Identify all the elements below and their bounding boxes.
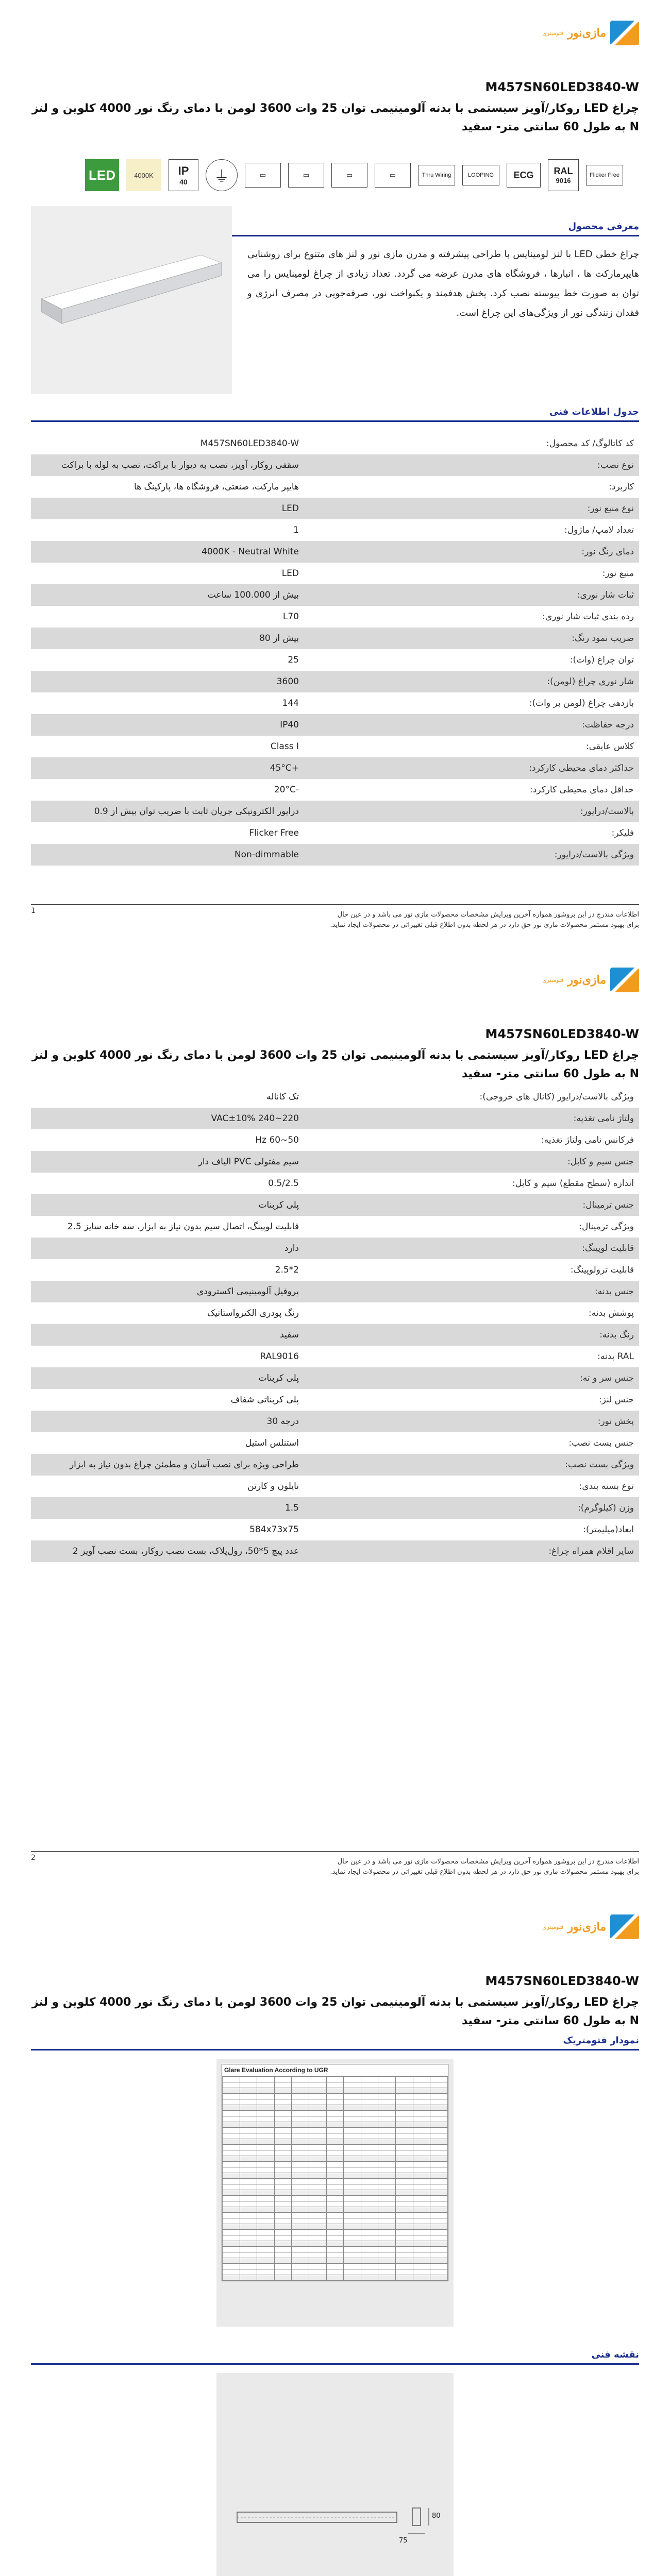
- spec-row: [31, 584, 639, 606]
- cct-icon: 4000K: [126, 159, 161, 191]
- spec-value: 25: [288, 655, 299, 665]
- product-title: چراغ LED روکار/آویز سیستمی با بدنه آلومینیمی توان 25 وات 3600 لومن با دمای رنگ نور 4000 کلوین و لنز N به طول 60 سانتی متر- سفید: [31, 1049, 639, 1080]
- spec-row: [31, 1389, 639, 1411]
- spec-label: ویژگی ترمینال:: [579, 1222, 634, 1232]
- product-image: [31, 206, 232, 394]
- spec-label: جنس سر و ته:: [580, 1373, 634, 1383]
- spec-label: جنس سیم و کابل:: [567, 1157, 634, 1167]
- spec-label: بازدهی چراغ (لومن بر وات):: [529, 698, 634, 708]
- spec-value: 50~60 Hz: [255, 1135, 299, 1145]
- spec-label: RAL بدنه:: [597, 1351, 634, 1362]
- spec-value: Flicker Free: [249, 828, 299, 838]
- spec-row: [31, 1129, 639, 1151]
- spec-value: سقفی روکار، آویز، نصب به دیوار با براکت، نصب به لوله با براکت: [61, 460, 299, 470]
- spec-value: IP40: [280, 720, 299, 730]
- spec-label: ویژگی بالاست/درایور:: [554, 850, 634, 860]
- spec-row: [31, 1367, 639, 1389]
- ugr-figure: [216, 2059, 454, 2327]
- spec-value: 3600: [276, 676, 299, 687]
- class-icon: ▭: [245, 163, 281, 188]
- spec-row: [31, 671, 639, 692]
- spec-row: [31, 563, 639, 584]
- spec-value: قابلیت لوپینگ، اتصال سیم بدون نیاز به ابزار، سه خانه سایز 2.5: [67, 1222, 299, 1232]
- ral-icon: RAL 9016: [548, 159, 579, 191]
- spec-row: [31, 822, 639, 844]
- spec-value: 1.5: [284, 1503, 299, 1513]
- spec-value: Class I: [270, 741, 299, 752]
- spec-value: درجه 30: [266, 1416, 299, 1427]
- spec-label: جنس بدنه:: [595, 1286, 634, 1297]
- section-specs-heading: جدول اطلاعات فنی: [31, 404, 639, 422]
- spec-label: شار نوری چراغ (لومن):: [547, 676, 634, 687]
- ip-icon: IP 40: [169, 159, 198, 191]
- page-3: [0, 1894, 670, 2576]
- spec-value: دارد: [284, 1243, 299, 1253]
- thru-wiring-icon: Thru Wiring: [418, 165, 455, 185]
- spec-value: Non-dimmable: [234, 850, 299, 860]
- dim-length: 75: [399, 2537, 408, 2545]
- spec-row: [31, 1281, 639, 1302]
- ugr-table: [222, 2064, 448, 2281]
- spec-row: [31, 1540, 639, 1562]
- spec-value: 4000K - Neutral White: [202, 547, 299, 557]
- feature-icons: [85, 155, 642, 196]
- intro-text: چراغ خطی LED با لنز لومینایس با طراحی پیشرفته و مدرن مازی نور و لنز های متنوع برای روشنایی هایپرمارکت ها ، انبارها ، فروشگاه های مدرن عرضه می گردد. تعداد زیادی از چراغ لومینایس را می توان به صورت خط پیوسته نصب کرد. پخش هدفمند و یکنواخت نور، صرفه‌جویی در مصرف انرژی و فقدان زنندگی نور از ویژگی‌های این چراغ است.: [247, 249, 640, 318]
- spec-value: بیش از 80: [259, 633, 299, 643]
- technical-drawing: [216, 2373, 454, 2576]
- spec-label: توان چراغ (وات):: [569, 655, 634, 665]
- spec-row: [31, 1519, 639, 1540]
- spec-row: [31, 736, 639, 757]
- spec-row: [31, 606, 639, 628]
- spec-value: پلی کربناتی شفاف: [230, 1395, 299, 1405]
- spec-label: نوع بسته بندی:: [579, 1481, 634, 1492]
- spec-value: رنگ پودری الکترواستاتیک: [207, 1308, 299, 1318]
- product-title: چراغ LED روکار/آویز سیستمی با بدنه آلومینیمی توان 25 وات 3600 لومن با دمای رنگ نور 4000 کلوین و لنز N به طول 60 سانتی متر- سفید: [31, 102, 639, 133]
- spec-label: اندازه (سطح مقطع) سیم و کابل:: [512, 1178, 634, 1189]
- spec-value: RAL9016: [260, 1351, 299, 1362]
- spec-label: ثبات شار نوری:: [577, 590, 634, 600]
- page-1: [0, 0, 670, 947]
- spec-table-1: [31, 433, 639, 866]
- spec-value: 1: [293, 525, 299, 535]
- spec-row: [31, 1108, 639, 1129]
- page-footer: اطلاعات مندرج در این بروشور همواره آخرین ویرایش مشخصات محصولات مازی نور می باشد و در عین حال برای بهبود مستمر محصولات مازی نور حق دارد در هر لحظه بدون اطلاع قبلی تغییراتی در محصولات ایجاد نماید.: [31, 1851, 639, 1877]
- spec-value: پروفیل آلومینیمی اکسترودی: [196, 1286, 299, 1297]
- brand-logo: [540, 968, 639, 992]
- spec-row: [31, 1346, 639, 1367]
- brand-name: مازی‌نور: [567, 1920, 606, 1934]
- brand-name: مازی‌نور: [567, 973, 606, 987]
- spec-label: وزن (کیلوگرم):: [578, 1503, 634, 1513]
- spec-row: [31, 714, 639, 736]
- spec-value: تک کاناله: [266, 1092, 299, 1102]
- page-number: 2: [31, 1854, 36, 1862]
- spec-label: قابلیت لوپینگ:: [582, 1243, 634, 1253]
- spec-label: کد کاتالوگ/ کد محصول:: [546, 438, 634, 449]
- section-drawing-heading: نقشه فنی: [31, 2347, 639, 2365]
- spec-value: LED: [281, 503, 299, 514]
- spec-row: [31, 649, 639, 671]
- spec-row: [31, 757, 639, 779]
- brand-name: مازی‌نور: [567, 26, 606, 40]
- spec-value: پلی کربنات: [258, 1373, 299, 1383]
- spec-row: [31, 1086, 639, 1108]
- spec-label: نوع منبع نور:: [587, 503, 634, 514]
- spec-label: حداقل دمای محیطی کارکرد:: [529, 785, 634, 795]
- spec-row: [31, 476, 639, 498]
- spec-value: -20°C: [274, 785, 299, 795]
- spec-row: [31, 1173, 639, 1194]
- ugr-grid: [222, 2076, 448, 2281]
- product-code: M457SN60LED3840-W: [485, 1027, 639, 1041]
- spec-value: LED: [281, 568, 299, 579]
- spec-table-2: [31, 1086, 639, 1562]
- page-header: [31, 1914, 639, 1945]
- lamp-box-icon: ▭: [288, 163, 324, 188]
- product-code: M457SN60LED3840-W: [485, 1974, 639, 1988]
- spec-label: پوشش بدنه:: [588, 1308, 634, 1318]
- spec-label: فلیکر:: [611, 828, 634, 838]
- spec-row: [31, 692, 639, 714]
- section-intro-heading: معرفی محصول: [31, 219, 639, 236]
- luminaire-illustration: [31, 206, 232, 394]
- page-header: [31, 21, 639, 52]
- spec-row: [31, 844, 639, 866]
- spec-row: [31, 1151, 639, 1173]
- spec-label: سایر اقلام همراه چراغ:: [548, 1546, 634, 1556]
- spec-label: قابلیت ترولوپینگ:: [570, 1265, 634, 1275]
- drawing-svg: [216, 2373, 454, 2576]
- spec-row: [31, 1302, 639, 1324]
- brand-mark-icon: [610, 21, 639, 45]
- spec-row: [31, 498, 639, 519]
- spec-label: پخش نور:: [597, 1416, 634, 1427]
- spec-value: M457SN60LED3840-W: [200, 438, 299, 449]
- spec-label: رنگ بدنه:: [599, 1330, 634, 1340]
- spec-label: درجه حفاظت:: [581, 720, 634, 730]
- spec-row: [31, 1324, 639, 1346]
- looping-icon: LOOPING: [462, 165, 499, 185]
- spec-row: [31, 801, 639, 822]
- spec-row: [31, 1194, 639, 1216]
- spec-value: L70: [282, 612, 299, 622]
- spec-value: پلی کربنات: [258, 1200, 299, 1210]
- ugr-title: Glare Evaluation According to UGR: [222, 2064, 448, 2076]
- brand-sub: فتوميترى: [542, 976, 564, 984]
- spec-value: هایپر مارکت، صنعتی، فروشگاه ها، پارکینگ ها: [133, 482, 299, 492]
- page-number: 1: [31, 907, 36, 915]
- spec-value: سیم مفتولی PVC الیاف دار: [198, 1157, 299, 1167]
- brand-mark-icon: [610, 968, 639, 992]
- flicker-free-icon: Flicker Free: [586, 165, 623, 185]
- spec-label: جنس ترمینال:: [582, 1200, 634, 1210]
- spec-label: ولتاژ نامی تغذیه:: [573, 1113, 634, 1124]
- spec-value: استنلس استیل: [245, 1438, 299, 1448]
- spec-label: جنس بست نصب:: [568, 1438, 634, 1448]
- spec-row: [31, 433, 639, 454]
- lamp-box2-icon: ▭: [331, 163, 367, 188]
- dim-height: 80: [432, 2512, 441, 2520]
- spec-row: [31, 1497, 639, 1519]
- spec-label: ابعاد(میلیمتر):: [583, 1524, 634, 1535]
- spec-value: 584x73x75: [249, 1524, 299, 1535]
- spec-row: [31, 1259, 639, 1281]
- product-code: M457SN60LED3840-W: [485, 80, 639, 94]
- spec-row: [31, 1411, 639, 1432]
- page-header: [31, 968, 639, 998]
- brand-sub: فتوميترى: [542, 29, 564, 37]
- spec-label: کلاس عایقی:: [586, 741, 634, 752]
- product-title: چراغ LED روکار/آویز سیستمی با بدنه آلومینیمی توان 25 وات 3600 لومن با دمای رنگ نور 4000 کلوین و لنز N به طول 60 سانتی متر- سفید: [31, 1996, 639, 2027]
- spec-row: [31, 779, 639, 801]
- spec-value: نایلون و کارتن: [247, 1481, 299, 1492]
- spec-label: دمای رنگ نور:: [581, 547, 634, 557]
- spec-row: [31, 541, 639, 563]
- earth-icon: ⏚: [206, 159, 238, 191]
- spec-label: حداکثر دمای محیطی کارکرد:: [529, 763, 634, 773]
- spec-row: [31, 1476, 639, 1497]
- spec-label: بالاست/درایور:: [580, 806, 634, 817]
- spec-row: [31, 1216, 639, 1238]
- spec-row: [31, 1238, 639, 1259]
- section-photometric-heading: نمودار فتومتریک: [31, 2033, 639, 2050]
- spec-value: طراحی ویژه برای نصب آسان و مطمئن چراغ بدون نیاز به ابزار: [69, 1460, 299, 1470]
- spec-label: ویژگی بالاست/درایور (کانال های خروجی):: [479, 1092, 634, 1102]
- led-icon: LED: [85, 159, 119, 191]
- brand-mark-icon: [610, 1914, 639, 1939]
- spec-value: 2*2.5: [275, 1265, 299, 1275]
- spec-label: جنس لنز:: [598, 1395, 634, 1405]
- spec-label: منبع نور:: [602, 568, 634, 579]
- spec-row: [31, 628, 639, 649]
- spec-value: 0.5/2.5: [268, 1178, 299, 1189]
- spec-label: ویژگی بست نصب:: [565, 1460, 634, 1470]
- spec-label: رده بندی ثبات شار نوری:: [542, 612, 634, 622]
- lamp-box3-icon: ▭: [375, 163, 411, 188]
- spec-row: [31, 454, 639, 476]
- spec-row: [31, 1432, 639, 1454]
- brand-logo: [540, 21, 639, 45]
- spec-value: عدد پیچ 5*50، رول‌پلاک، بست نصب روکار، بست نصب آویز 2: [72, 1546, 299, 1556]
- spec-value: بیش از 100.000 ساعت: [207, 590, 299, 600]
- ecg-icon: ECG: [507, 163, 541, 188]
- spec-label: ضریب نمود رنگ:: [572, 633, 634, 643]
- spec-value: درایور الکترونیکی جریان ثابت با ضریب توان بیش از 0.9: [94, 806, 299, 817]
- page-2: [0, 947, 670, 1894]
- spec-value: 220~240 VAC±10%: [211, 1113, 299, 1124]
- spec-value: +45°C: [270, 763, 299, 773]
- spec-value: 144: [282, 698, 299, 708]
- brand-sub: فتوميترى: [542, 1923, 564, 1930]
- spec-row: [31, 519, 639, 541]
- spec-label: نوع نصب:: [597, 460, 634, 470]
- spec-row: [31, 1454, 639, 1476]
- spec-label: کاربرد:: [609, 482, 634, 492]
- page-footer: اطلاعات مندرج در این بروشور همواره آخرین ویرایش مشخصات محصولات مازی نور می باشد و در عین حال برای بهبود مستمر محصولات مازی نور حق دارد در هر لحظه بدون اطلاع قبلی تغییراتی در محصولات ایجاد نماید.: [31, 904, 639, 930]
- spec-value: سفید: [280, 1330, 299, 1340]
- spec-label: فرکانس نامی ولتاژ تغذیه:: [541, 1135, 634, 1145]
- brand-logo: [540, 1914, 639, 1939]
- spec-label: تعداد لامپ/ ماژول:: [564, 525, 634, 535]
